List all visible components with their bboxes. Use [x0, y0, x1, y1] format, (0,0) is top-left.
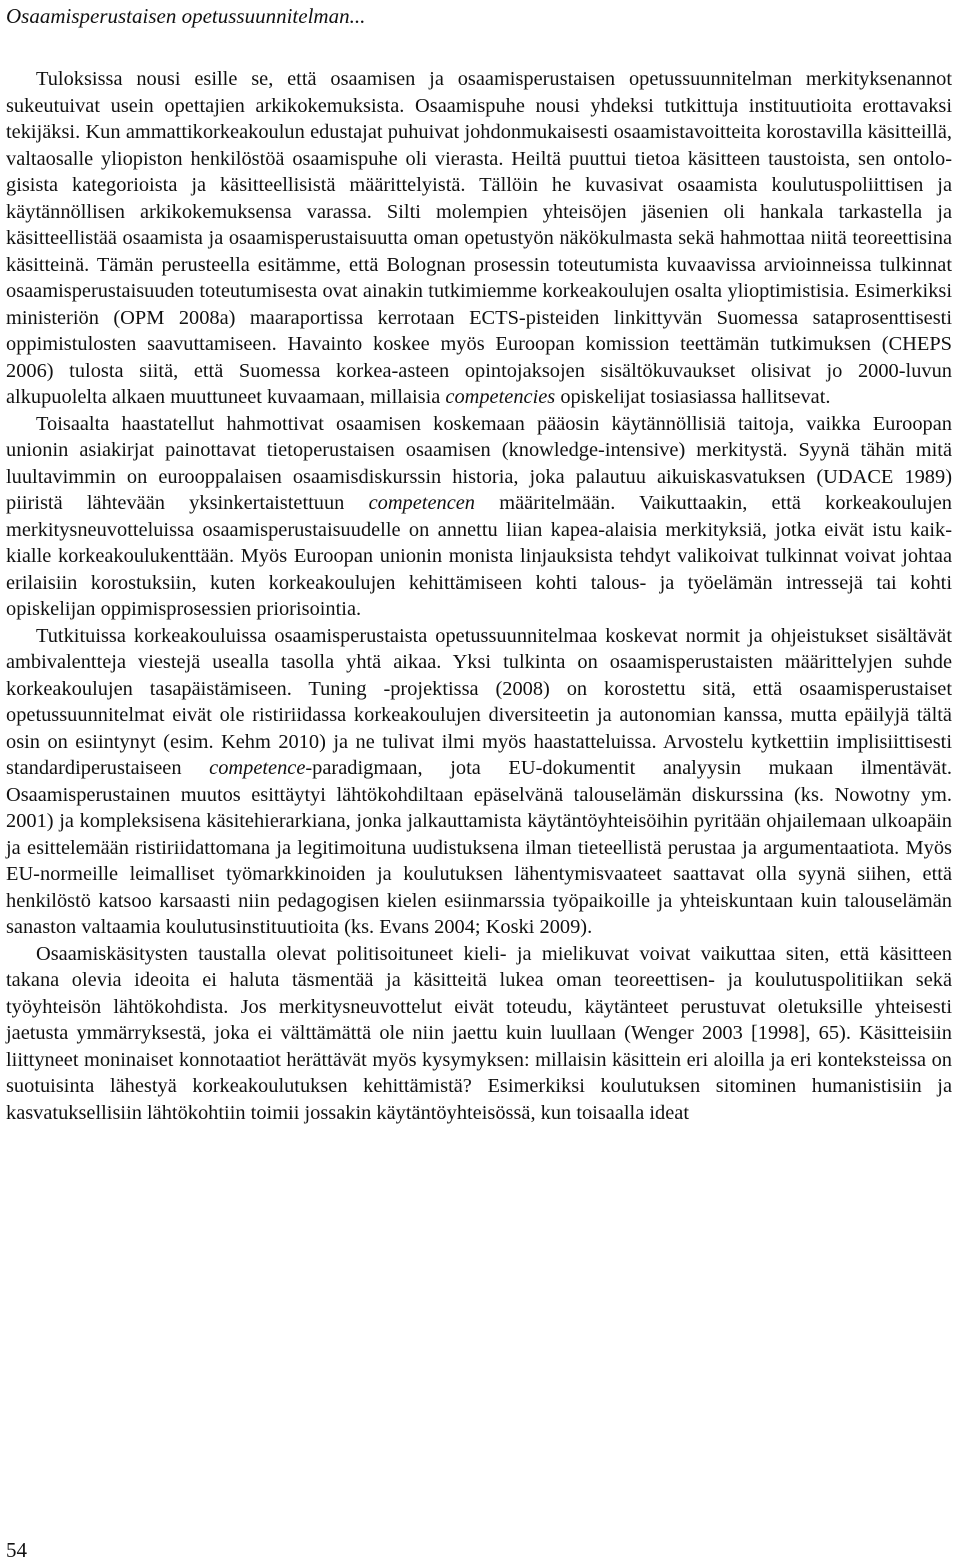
text-run: Toisaalta haastatellut hahmottivat osaamisen koskemaan pääosin käytännöllisiä taitoja, vaikka Euroopan unionin asiakirjat painottavat tietoperustaisen osaamisen (knowledge-intensive) merkitystä. Syynä tähän mitä luultavimmin on eurooppalaisen osaamisdiskurssin historia, joka palautuu aikuiskasvatuksen (UDACE 1989) piiristä lähtevään yksinkertaistettuun	[6, 412, 952, 514]
italic-term: competencies	[445, 386, 556, 408]
text-run: -paradigmaan, jota EU-dokumentit analyysin mukaan ilmentävät. Osaamisperustainen muutos esittäytyi lähtökohdiltaan epäselvänä talouselämän diskurssina (ks. Nowotny ym. 2001) ja kompleksisena käsitehierarkiana, jonka jalkauttamista käytäntöyhteisöihin pyritään ohjailemaan ulkoapäin ja esittelemään ristiriidattomana ja legitimoituna uudistuksena ilman tieteellistä perustaa ja argumentaatiota. Myös EU-normeille leimalliset työmarkkinoiden ja koulutuksen lähentymisvaateet saattavat olla syynä siihen, että henkilöstö katsoo karsaasti niin pedagogisen kielen esiinmarssia työpaikoille ja yhteiskuntaan kuin talouselämän sanaston valtaamia koulutusinstituutioita (ks. Evans 2004; Koski 2009).	[6, 757, 952, 938]
text-run: opiskelijat tosiasiassa hallitsevat.	[555, 386, 831, 408]
text-run: Tuloksissa nousi esille se, että osaamisen ja osaamisperustaisen opetussuunnitelman merkityksenannot sukeutuivat usein opettajien arkikokemuksista. Osaamispuhe nousi yhdeksi tutkittuja instituutioita erottavaksi tekijäksi. Kun ammattikorkeakoulun edustajat puhuivat johdonmukaisesti osaamistavoitteita korostavilla käsitteillä, valtaosalle yliopiston henkilöstöä osaamispuhe oli vierasta. Heiltä puuttui tietoa käsitteen taustoista, sen ontologisista kategorioista ja käsitteellisistä määrittelyistä. Tällöin he kuvasivat osaamista koulutuspoliittisen ja käytännöllisen arkikokemuksensa varassa. Silti molempien yhteisöjen jäsenien oli hankala tarkastella ja käsitteellistää osaamista ja osaamisperustaisuutta oman opetustyön näkökulmasta sekä hahmottaa niitä teoreettisina käsitteinä. Tämän perusteella esitämme, että Bolognan prosessin toteutumista kuvaavissa arvioinneissa tulkinnat osaamisperustaisuuden toteutumisesta ovat ainakin tutkimiemme korkeakoulujen osalta ylioptimistisia. Esimerkiksi ministeriön (OPM 2008a) maaraportissa kerrotaan ECTS-pisteiden linkittyvän Suomessa sataprosenttisesti oppimistulosten saavuttamiseen. Havainto koskee myös Euroopan komission teettämän tutkimuksen (CHEPS 2006) tulosta siitä, että Suomessa korkea-asteen opintojaksojen sisältökuvaukset olisivat jo 2000-luvun alkupuolelta alkaen muuttuneet kuvaamaan, millaisia	[6, 68, 952, 408]
paragraph-4	[6, 941, 952, 1127]
paragraph-1	[6, 66, 952, 411]
paragraph-2	[6, 411, 952, 623]
body-text	[6, 66, 952, 1126]
paragraph-3	[6, 623, 952, 941]
text-run: Osaamiskäsitysten taustalla olevat politisoituneet kieli- ja mielikuvat voivat vaikuttaa siten, että käsitteen takana olevia ideoita ei haluta täsmentää ja käsitteitä lukea oman teoreettisen- ja koulutuspolitiikan sekä työyhteisön lähtökohdista. Jos merkitysneuvottelut eivät toteudu, käytänteet perustuvat oletuksille yhteisesti jaetusta ymmärryksestä, joka ei välttämättä ole niin jaettu kuin luullaan (Wenger 2003 [1998], 65). Käsitteisiin liittyneet moninaiset konnotaatiot herättävät myös kysymyksen: millaisin käsittein eri aloilla ja eri konteksteissa on suotuisinta lähestyä korkeakoulutuksen kehittämistä? Esimerkiksi koulutuksen sitominen humanistisiin ja kasvatuksellisiin lähtökohtiin toimii jossakin käytäntöyhteisössä, kun toisaalla ideat	[6, 942, 952, 1124]
text-run: Tutkituissa korkeakouluissa osaamisperustaista opetussuunnitelmaa koskevat normit ja ohjeistukset sisältävät ambivalentteja viestejä usealla tasolla yhtä aikaa. Yksi tulkinta on osaamisperustaisten määrittelyjen suhde korkeakoulujen tasapäistämiseen. Tuning -projektissa (2008) on korostettu sitä, että osaamisperustaiset opetussuunnitelmat eivät ole ristiriidassa korkeakoulujen diversiteetin ja autonomian kanssa, mutta epäilyjä tältä osin on esiintynyt (esim. Kehm 2010) ja ne tulivat ilmi myös haastatteluissa. Arvostelu kytkettiin implisiittisesti standardiperustaiseen	[6, 624, 952, 779]
page-number: 54	[6, 1538, 27, 1562]
running-header: Osaamisperustaisen opetussuunnitelman...	[6, 4, 366, 28]
italic-term: competencen	[368, 492, 476, 514]
text-run: määritelmään. Vaikuttaakin, että korkeakoulujen merkitysneuvotteluissa osaamisperustaisuudelle on annettu liian kapea-alaisia merkityksiä, jotka eivät istu kaikkialle korkeakoulukenttään. Myös Euroopan unionin monista linjauksista tehdyt valikoivat tulkinnat voivat johtaa erilaisiin korostuksiin, kuten korkeakoulujen kehittämiseen kohti talous- ja työelämän intressejä tai kohti opiskelijan oppimisprosessien priorisointia.	[6, 492, 952, 620]
italic-term: competence	[209, 757, 306, 779]
